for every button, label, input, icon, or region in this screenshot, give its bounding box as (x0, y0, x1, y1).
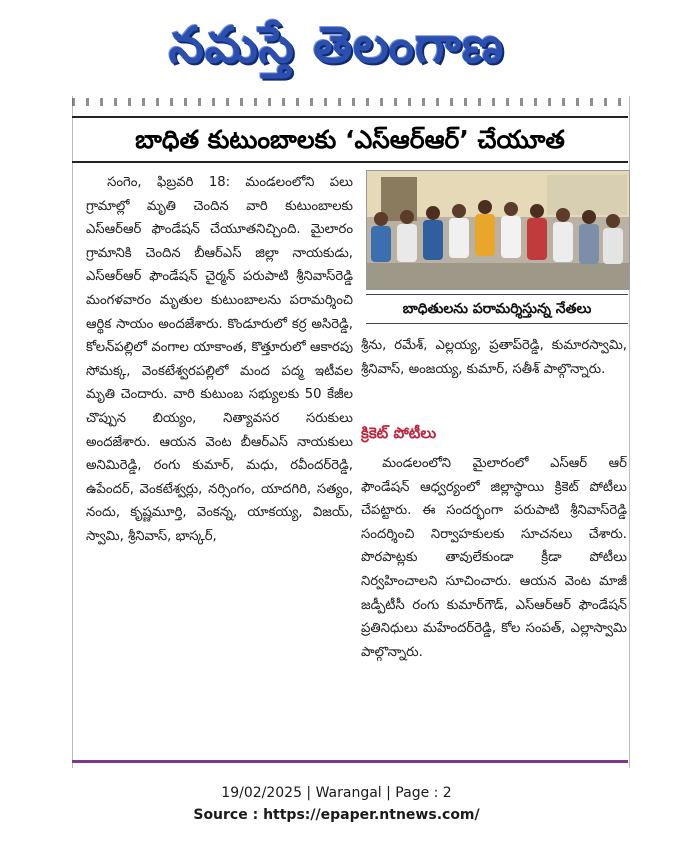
right-column-continued-text: శ్రీను, రమేశ్, ఎల్లయ్య, ప్రతాప్‌రెడ్డి, కుమారస్వామి, శ్రీనివాస్, అంజయ్య, కుమార్, సతీశ్ పాల్గొన్నారు. (361, 338, 627, 377)
headline-bottom-rule (72, 161, 628, 163)
clipping-cut-edge (72, 98, 628, 106)
masthead-title: నమస్తే తెలంగాణ (168, 16, 505, 74)
headline-top-rule (72, 116, 628, 118)
article-photo (366, 170, 630, 290)
cricket-section (361, 452, 627, 664)
people-meeting-image (367, 171, 629, 289)
photo-caption: బాధితులను పరామర్శిస్తున్న నేతలు (366, 294, 628, 324)
footer-rule (72, 760, 628, 763)
cricket-text: మండలంలోని మైలారంలో ఎస్‌ఆర్ ఆర్ ఫౌండేషన్ ఆధ్వర్యంలో జిల్లాస్థాయి క్రికెట్ పోటీలు చేపట్టారు. ఈ సందర్భంగా పరుపాటి శ్రీనివాస్‌రెడ్డి సందర్శించి నిర్వాహకులకు సూచనలు చేశారు. పొరపాట్లకు తావులేకుండా క్రీడా పోటీలు నిర్వహించాలని సూచించారు. ఆయన వెంట మాజీ జడ్పీటీసీ రంగు కుమార్‌గౌడ్, ఎస్‌ఆర్‌ఆర్ ఫౌండేషన్ ప్రతినిధులు మహేందర్‌రెడ్డి, కోల సంపత్, ఎల్లాస్వామి పాల్గొన్నారు. (361, 456, 627, 660)
left-column-text: సంగెం, ఫిబ్రవరి 18: మండలంలోని పలు గ్రామాల్లో మృతి చెందిన వారి కుటుంబాలకు ఎస్‌ఆర్‌ఆర్ ఫౌండేషన్ చేయూతనిచ్చింది. మైలారం గ్రామానికి చెందిన బీఆర్‌ఎస్ జిల్లా నాయకుడు, ఎస్‌ఆర్‌ఆర్ ఫౌండేషన్ చైర్మన్ పరుపాటి శ్రీనివాస్‌రెడ్డి మంగళవారం మృతుల కుటుంబాలను పరామర్శించి ఆర్థిక సాయం అందజేశారు. కొండూరులో కర్ర అసిరెడ్డి, కోలన్‌పల్లిలో వంగాల యాకాంత, కొత్తూరులో ఆకారపు సోమక్క, వెంకటేశ్వరపల్లిలో మంద పద్మ ఇటీవల మృతి చెందారు. వారి కుటుంబ సభ్యులకు 50 కేజీల చొప్పున బియ్యం, నిత్యావసర సరుకులు అందజేశారు. ఆయన వెంట బీఆర్‌ఎస్ నాయకులు అనిమిరెడ్డి, రంగు కుమార్, మధు, రవీందర్‌రెడ్డి, ఉపేందర్, వెంకటేశ్వర్లు, నర్సింగం, యాదగిరి, సత్యం, నందు, కృష్ణమూర్తి, వెంకన్న, యాకయ్య, విజయ్, స్వామి, శ్రీనివాస్, భాస్కర్, (86, 175, 353, 544)
article-body-right (361, 334, 627, 381)
page-footer (0, 782, 673, 826)
article-body-left (86, 171, 353, 549)
cricket-subheading: క్రికెట్ పోటీలు (361, 424, 437, 442)
masthead-logo (0, 6, 673, 84)
footer-source-link[interactable]: Source : https://epaper.ntnews.com/ (193, 807, 480, 823)
article-headline: బాధిత కుటుంబాలకు ‘ఎస్‌ఆర్‌ఆర్’ చేయూత (135, 125, 565, 154)
footer-date-edition: 19/02/2025 | Warangal | Page : 2 (221, 785, 452, 801)
